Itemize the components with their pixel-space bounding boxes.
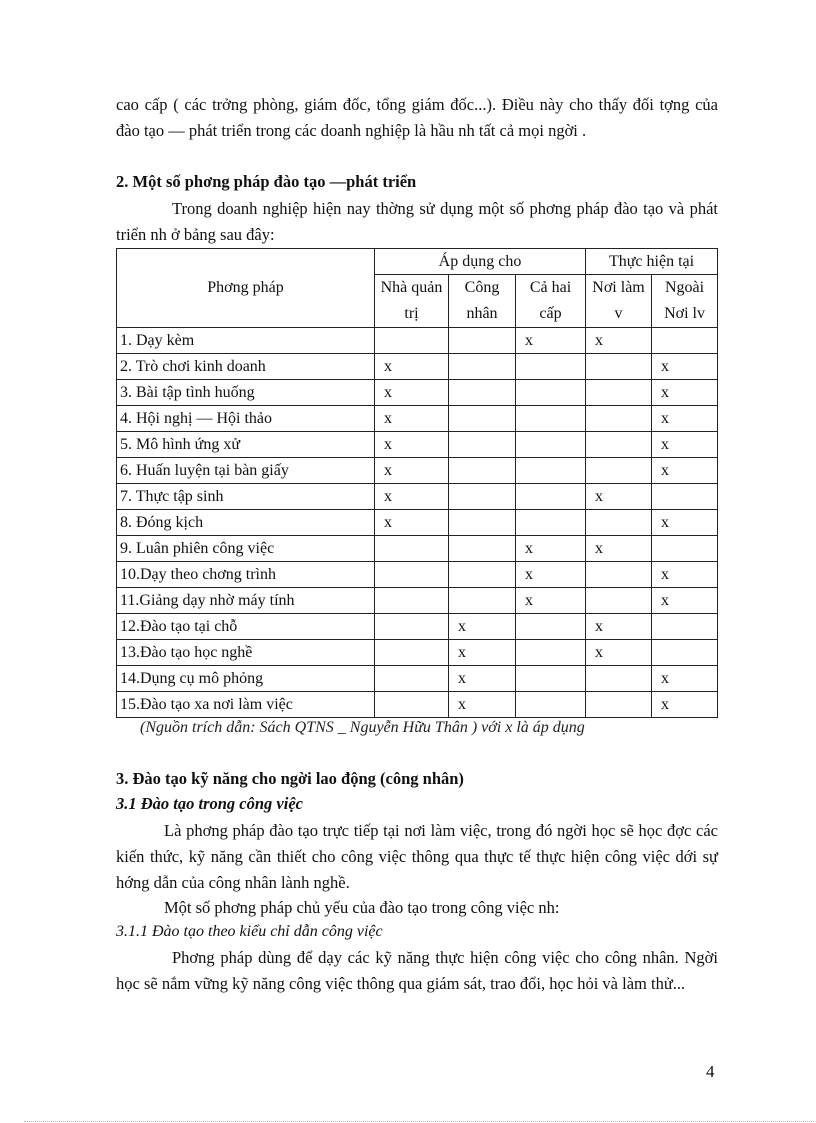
- mark-cell: [449, 328, 516, 354]
- header-both: Cả hai cấp: [516, 275, 586, 328]
- mark-cell: [449, 536, 516, 562]
- mark-cell: x: [586, 536, 652, 562]
- mark-cell: x: [516, 588, 586, 614]
- mark-cell: [449, 458, 516, 484]
- mark-cell: [449, 562, 516, 588]
- mark-cell: [449, 406, 516, 432]
- mark-cell: [586, 380, 652, 406]
- method-name: 10.Dạy theo chơng trình: [117, 562, 375, 588]
- mark-cell: x: [375, 432, 449, 458]
- mark-cell: [586, 458, 652, 484]
- mark-cell: x: [652, 510, 718, 536]
- method-name: 13.Đào tạo học nghề: [117, 640, 375, 666]
- mark-cell: [516, 614, 586, 640]
- method-name: 5. Mô hình ứng xử: [117, 432, 375, 458]
- mark-cell: x: [652, 666, 718, 692]
- mark-cell: [375, 692, 449, 718]
- mark-cell: [449, 588, 516, 614]
- mark-cell: [652, 640, 718, 666]
- method-name: 7. Thực tập sinh: [117, 484, 375, 510]
- mark-cell: x: [449, 614, 516, 640]
- header-method: Phơng pháp: [117, 249, 375, 328]
- mark-cell: [586, 406, 652, 432]
- mark-cell: [375, 666, 449, 692]
- mark-cell: [449, 432, 516, 458]
- mark-cell: [375, 614, 449, 640]
- mark-cell: [516, 354, 586, 380]
- mark-cell: x: [375, 510, 449, 536]
- mark-cell: x: [652, 380, 718, 406]
- mark-cell: [516, 510, 586, 536]
- table-row: [117, 666, 718, 692]
- method-name: 12.Đào tạo tại chỗ: [117, 614, 375, 640]
- mark-cell: [375, 536, 449, 562]
- mark-cell: x: [375, 354, 449, 380]
- header-apply-group: Áp dụng cho: [375, 249, 586, 275]
- intro-paragraph: cao cấp ( các trởng phòng, giám đốc, tổng giám đốc...). Điều này cho thấy đối tợng của đào tạo — phát triển trong các doanh nghiệp là hầu nh tất cả mọi ngời .: [116, 95, 718, 140]
- mark-cell: [516, 458, 586, 484]
- method-name: 1. Dạy kèm: [117, 328, 375, 354]
- section-3-1-1-heading: 3.1.1 Đào tạo theo kiểu chỉ dẫn công việc: [116, 923, 383, 940]
- mark-cell: x: [586, 484, 652, 510]
- section-3-1-paragraph: Là phơng pháp đào tạo trực tiếp tại nơi làm việc, trong đó ngời học sẽ học đợc các kiến thức, kỹ năng cần thiết cho công việc thông qua thực tế thực hiện công việc dới sự hớng dẫn của công nhân lành nghề.: [116, 821, 718, 892]
- mark-cell: [586, 666, 652, 692]
- table-row: [117, 406, 718, 432]
- table-row: [117, 328, 718, 354]
- method-name: 2. Trò chơi kinh doanh: [117, 354, 375, 380]
- mark-cell: [516, 692, 586, 718]
- table-row: [117, 692, 718, 718]
- header-manager: Nhà quản trị: [375, 275, 449, 328]
- mark-cell: [449, 510, 516, 536]
- table-row: [117, 536, 718, 562]
- mark-cell: x: [652, 562, 718, 588]
- mark-cell: x: [652, 406, 718, 432]
- mark-cell: [586, 432, 652, 458]
- mark-cell: x: [516, 328, 586, 354]
- page-number: 4: [706, 1062, 715, 1081]
- mark-cell: [652, 328, 718, 354]
- mark-cell: x: [516, 562, 586, 588]
- mark-cell: x: [652, 458, 718, 484]
- mark-cell: [449, 484, 516, 510]
- mark-cell: x: [375, 406, 449, 432]
- mark-cell: x: [652, 588, 718, 614]
- mark-cell: [516, 484, 586, 510]
- method-name: 6. Huấn luyện tại bàn giấy: [117, 458, 375, 484]
- table-row: [117, 510, 718, 536]
- mark-cell: [652, 614, 718, 640]
- table-row: [117, 588, 718, 614]
- method-name: 3. Bài tập tình huống: [117, 380, 375, 406]
- mark-cell: x: [586, 640, 652, 666]
- mark-cell: [449, 354, 516, 380]
- header-location-group: Thực hiện tại: [586, 249, 718, 275]
- table-row: [117, 458, 718, 484]
- mark-cell: [586, 588, 652, 614]
- table-row: [117, 354, 718, 380]
- table-row: [117, 640, 718, 666]
- mark-cell: [586, 510, 652, 536]
- section-3-1-1-paragraph: Phơng pháp dùng để dạy các kỹ năng thực hiện công việc cho công nhân. Ngời học sẽ nắm vững kỹ năng công việc thông qua giám sát, trao đổi, học hỏi và làm thử...: [116, 948, 718, 993]
- mark-cell: x: [652, 432, 718, 458]
- method-name: 11.Giảng dạy nhờ máy tính: [117, 588, 375, 614]
- table-row: [117, 380, 718, 406]
- mark-cell: [516, 666, 586, 692]
- method-name: 14.Dụng cụ mô phỏng: [117, 666, 375, 692]
- mark-cell: [516, 406, 586, 432]
- mark-cell: [586, 692, 652, 718]
- section-3-heading: 3. Đào tạo kỹ năng cho ngời lao động (công nhân): [116, 769, 464, 788]
- method-name: 9. Luân phiên công việc: [117, 536, 375, 562]
- mark-cell: x: [375, 380, 449, 406]
- mark-cell: x: [449, 640, 516, 666]
- section-2-paragraph: Trong doanh nghiệp hiện nay thờng sử dụng một số phơng pháp đào tạo và phát triển nh ở bảng sau đây:: [116, 199, 718, 244]
- mark-cell: x: [652, 354, 718, 380]
- mark-cell: x: [449, 692, 516, 718]
- mark-cell: x: [516, 536, 586, 562]
- section-2-heading: 2. Một số phơng pháp đào tạo —phát triển: [116, 172, 417, 191]
- table-row: [117, 484, 718, 510]
- mark-cell: x: [652, 692, 718, 718]
- mark-cell: [516, 380, 586, 406]
- mark-cell: [652, 536, 718, 562]
- mark-cell: [516, 432, 586, 458]
- mark-cell: [586, 562, 652, 588]
- table-row: [117, 432, 718, 458]
- header-offsite: Ngoài Nơi lv: [652, 275, 718, 328]
- mark-cell: [375, 562, 449, 588]
- mark-cell: [516, 640, 586, 666]
- header-worker: Công nhân: [449, 275, 516, 328]
- mark-cell: [652, 484, 718, 510]
- method-name: 4. Hội nghị — Hội thảo: [117, 406, 375, 432]
- mark-cell: [375, 640, 449, 666]
- method-name: 8. Đóng kịch: [117, 510, 375, 536]
- mark-cell: x: [375, 458, 449, 484]
- section-3-1-heading: 3.1 Đào tạo trong công việc: [116, 794, 303, 813]
- section-3-1-paragraph-2: Một số phơng pháp chủ yếu của đào tạo trong công việc nh:: [164, 898, 560, 917]
- mark-cell: [586, 354, 652, 380]
- training-methods-table: [116, 248, 718, 718]
- page-bottom-divider: [24, 1121, 814, 1122]
- mark-cell: [375, 588, 449, 614]
- mark-cell: [375, 328, 449, 354]
- mark-cell: x: [586, 328, 652, 354]
- mark-cell: x: [449, 666, 516, 692]
- table-row: [117, 562, 718, 588]
- method-name: 15.Đào tạo xa nơi làm việc: [117, 692, 375, 718]
- mark-cell: x: [586, 614, 652, 640]
- mark-cell: [449, 380, 516, 406]
- source-note: (Nguồn trích dẫn: Sách QTNS _ Nguyễn Hữu Thân ) với x là áp dụng: [140, 719, 585, 736]
- mark-cell: x: [375, 484, 449, 510]
- table-row: [117, 614, 718, 640]
- header-onsite: Nơi làm v: [586, 275, 652, 328]
